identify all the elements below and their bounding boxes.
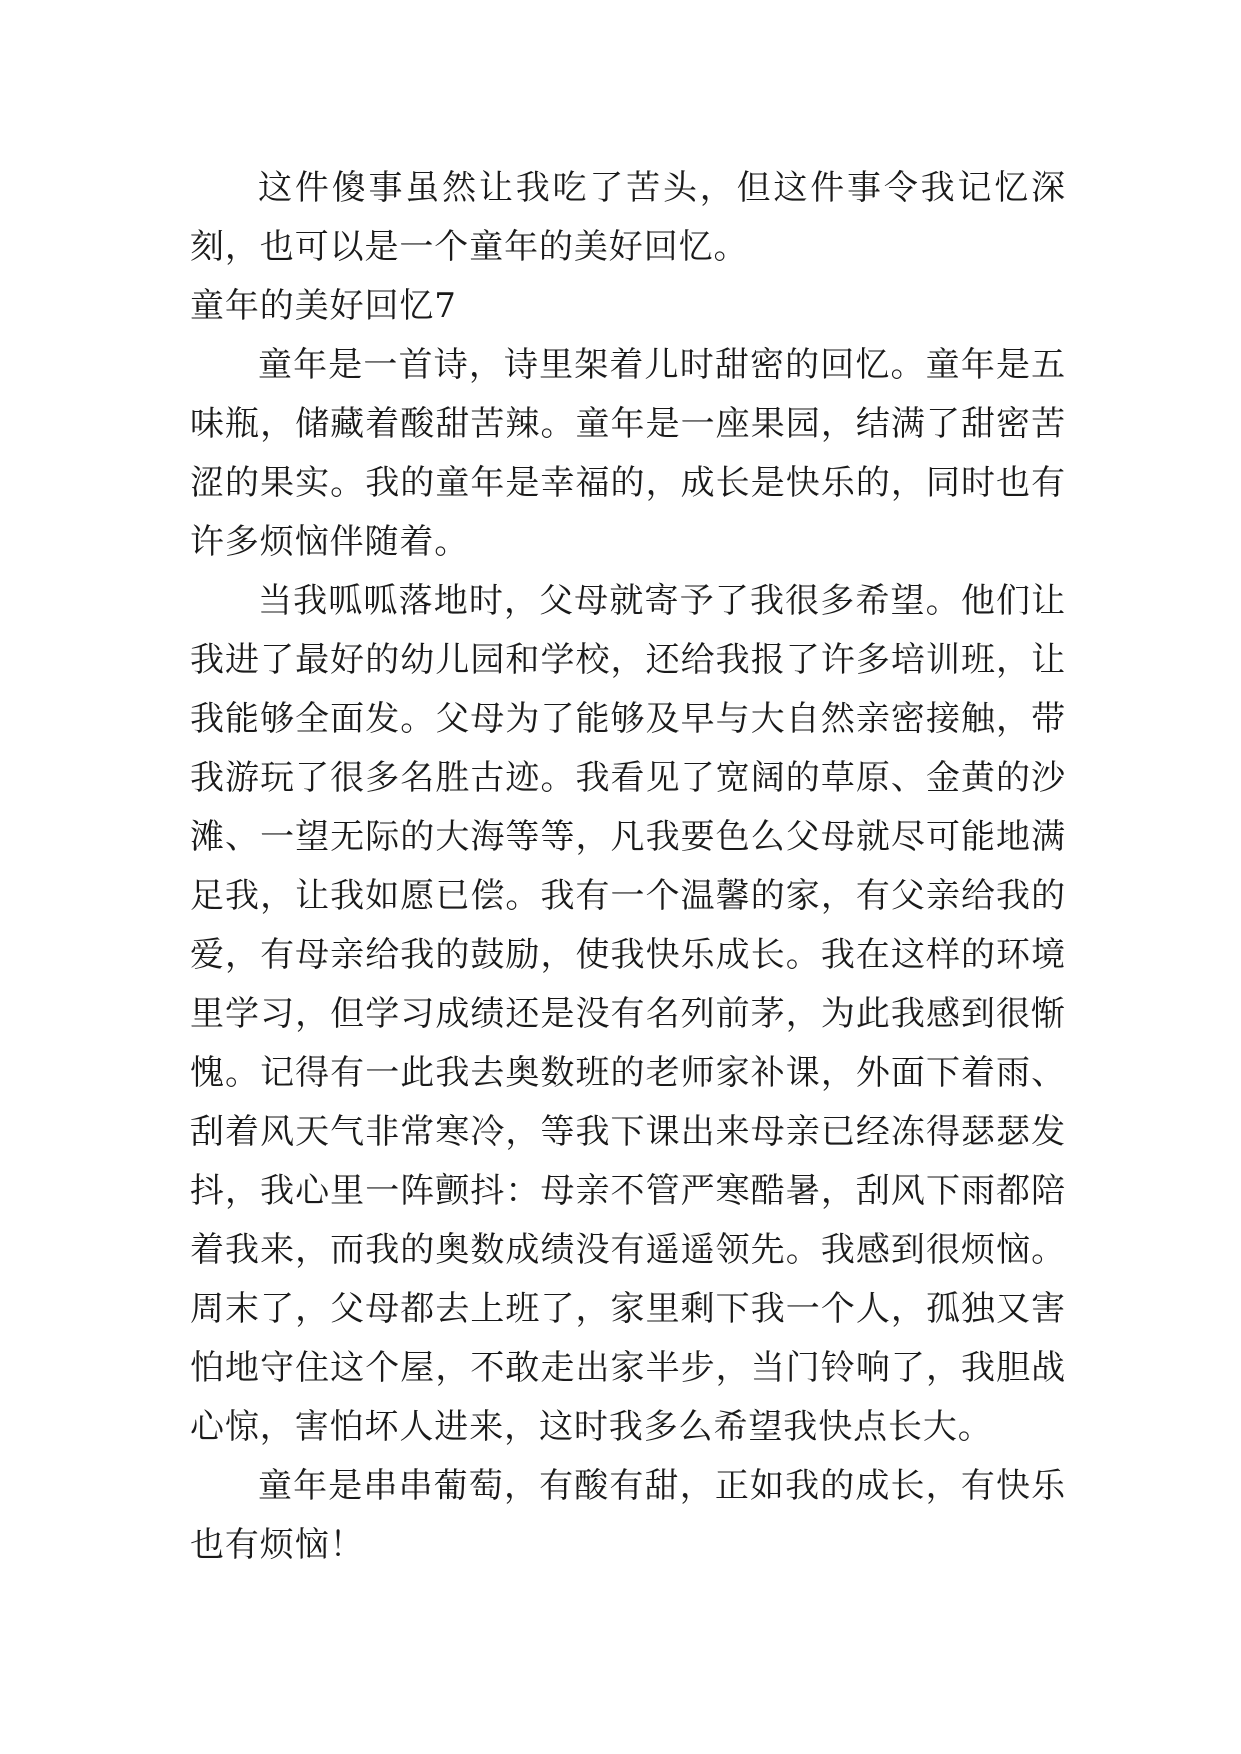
paragraph-3: 童年是串串葡萄，有酸有甜，正如我的成长，有快乐也有烦恼！: [190, 1466, 1066, 1565]
paragraph-continuation: 这件傻事虽然让我吃了苦头，但这件事令我记忆深刻，也可以是一个童年的美好回忆。: [190, 168, 1066, 267]
section-heading: 童年的美好回忆7: [190, 286, 457, 326]
paragraph-2: 当我呱呱落地时，父母就寄予了我很多希望。他们让我进了最好的幼儿园和学校，还给我报了许多培训班，让我能够全面发。父母为了能够及早与大自然亲密接触，带我游玩了很多名胜古迹。我看见了宽阔的草原、金黄的沙滩、一望无际的大海等等，凡我要色么父母就尽可能地满足我，让我如愿已偿。我有一个温馨的家，有父亲给我的爱，有母亲给我的鼓励，使我快乐成长。我在这样的环境里学习，但学习成绩还是没有名列前茅，为此我感到很惭愧。记得有一此我去奥数班的老师家补课，外面下着雨、刮着风天气非常寒冷，等我下课出来母亲已经冻得瑟瑟发抖，我心里一阵颤抖：母亲不管严寒酷暑，刮风下雨都陪着我来，而我的奥数成绩没有遥遥领先。我感到很烦恼。周末了，父母都去上班了，家里剩下我一个人，孤独又害怕地守住这个屋，不敢走出家半步，当门铃响了，我胆战心惊，害怕坏人进来，这时我多么希望我快点长大。: [190, 581, 1066, 1447]
document-body: [190, 159, 1066, 1575]
paragraph-1: 童年是一首诗，诗里架着儿时甜密的回忆。童年是五味瓶，储藏着酸甜苦辣。童年是一座果园，结满了甜密苦涩的果实。我的童年是幸福的，成长是快乐的，同时也有许多烦恼伴随着。: [190, 345, 1066, 562]
